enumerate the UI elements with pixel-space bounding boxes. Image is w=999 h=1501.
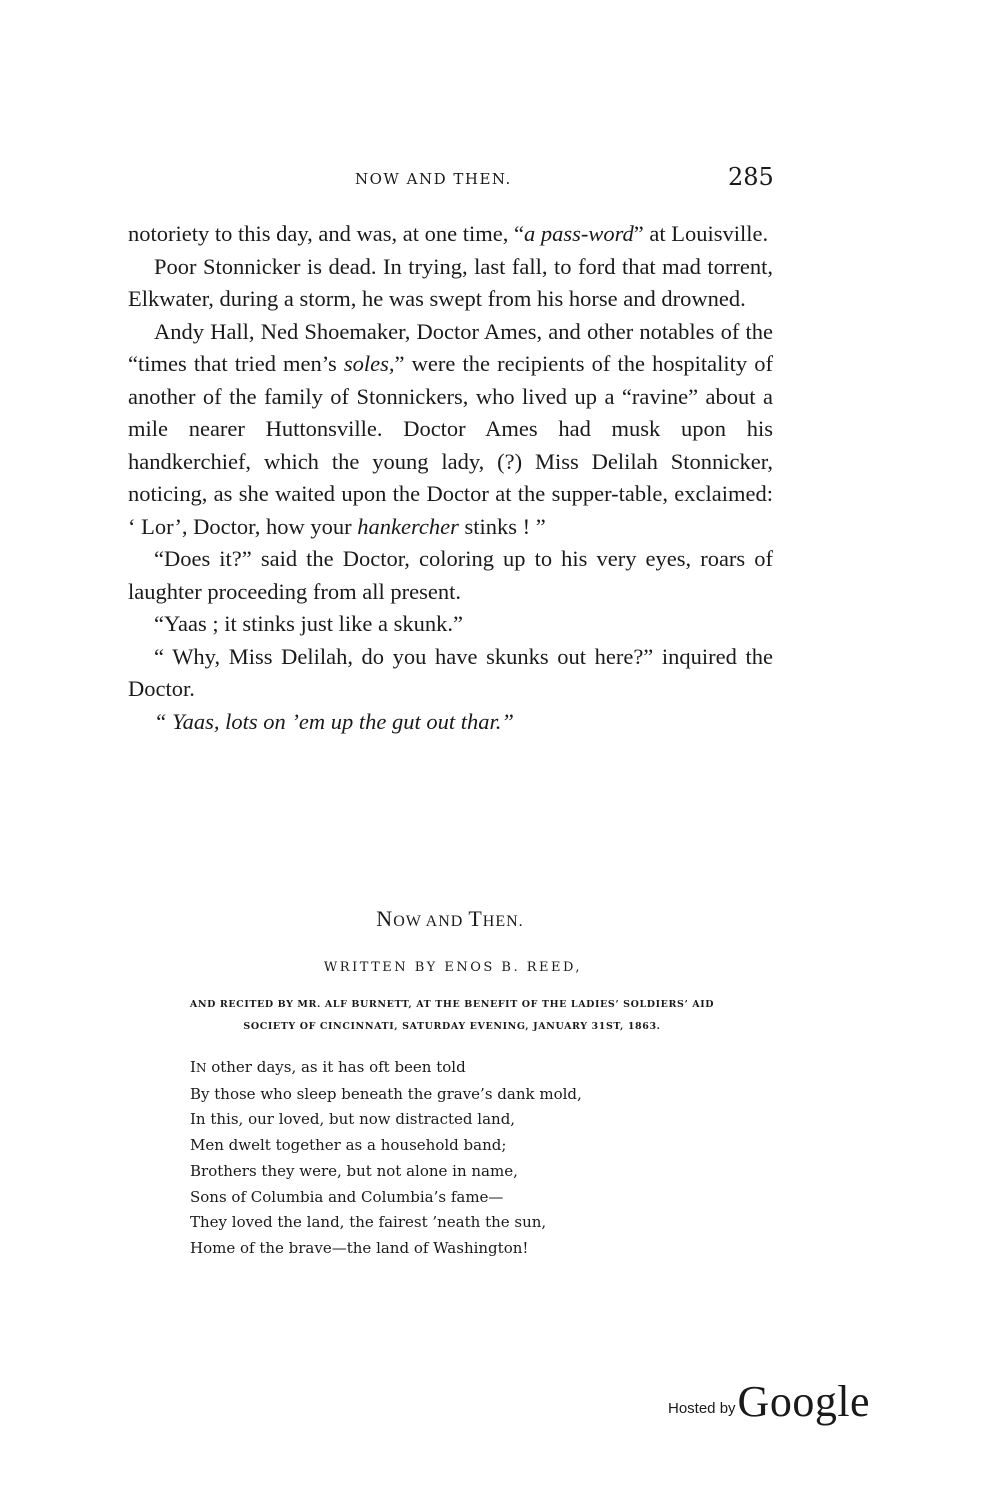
poem-line: Home of the brave—the land of Washington! — [190, 1238, 529, 1257]
paragraph: “Does it?” said the Doctor, coloring up to his very eyes, roars of laughter proceeding from all present. — [128, 546, 773, 604]
paragraph-text: notoriety to this day, and was, at one time, “ — [128, 221, 524, 246]
paragraph-text: Andy Hall, Ned Shoemaker, Doctor Ames, and other notables of the “times that tried men’s — [128, 318, 773, 376]
paragraph-text: ” were the recipients of the hospitality of another of the family of Stonnickers, who lived up a “ravine” about a mile nearer Huttonsville. Doctor Ames had musk upon his handkerchief, which the young lady, (?) Miss Delilah Stonnicker, noticing, as she waited upon the Doctor at the supper-table, exclaimed: ‘ Lor’, Doctor, how your — [128, 351, 773, 539]
poem-line — [190, 1055, 582, 1082]
poem-smallcaps: N — [195, 1061, 207, 1075]
paragraph — [128, 316, 773, 544]
poem-line: Men dwelt together as a household band; — [190, 1136, 507, 1155]
italic-text: soles, — [343, 351, 395, 376]
page-number: 285 — [728, 163, 774, 191]
google-logo: Google — [737, 1377, 871, 1426]
prose-body — [128, 218, 773, 738]
recital-line: SOCIETY OF CINCINNATI, SATURDAY EVENING, JANUARY 31ST, 1863. — [243, 1021, 661, 1032]
paragraph: “ Why, Miss Delilah, do you have skunks out here?” inquired the Doctor. — [128, 643, 773, 701]
title-initial: T — [468, 906, 483, 931]
poem-line-text: other days, as it has oft been told — [206, 1058, 466, 1076]
paragraph-text: ” at Louisville. — [633, 221, 769, 246]
poem-line: In this, our loved, but now distracted land, — [190, 1110, 516, 1129]
running-title: NOW AND THEN. — [355, 170, 512, 188]
poem-body — [190, 1055, 582, 1262]
title-smallcaps: AND — [425, 913, 469, 930]
hosted-by-google-watermark — [668, 1376, 870, 1427]
poem-title — [0, 906, 900, 932]
recital-line: AND RECITED BY MR. ALF BURNETT, AT THE BENEFIT OF THE LADIES’ SOLDIERS’ AID — [189, 999, 715, 1010]
paragraph: “ Yaas, lots on ’em up the gut out thar.” — [154, 708, 514, 734]
poem-line: They loved the land, the fairest ’neath the sun, — [190, 1213, 547, 1232]
paragraph-text: stinks ! ” — [458, 513, 546, 539]
hosted-by-label: Hosted by — [668, 1400, 736, 1417]
paragraph: “Yaas ; it stinks just like a skunk.” — [154, 611, 463, 636]
recital-note — [128, 994, 776, 1038]
poem-line: By those who sleep beneath the grave’s dank mold, — [190, 1084, 582, 1103]
title-smallcaps: OW — [393, 913, 426, 930]
italic-text: hankercher — [357, 513, 459, 539]
title-smallcaps: HEN. — [482, 913, 524, 930]
poem-byline: WRITTEN BY ENOS B. REED, — [323, 960, 583, 975]
paragraph: Poor Stonnicker is dead. In trying, last fall, to ford that mad torrent, Elkwater, during a storm, he was swept from his horse and drowned. — [128, 253, 773, 311]
italic-text: a pass-word — [523, 221, 634, 246]
poem-initial: I — [190, 1058, 196, 1076]
poem-line: Sons of Columbia and Columbia’s fame— — [190, 1187, 504, 1206]
paragraph — [128, 218, 773, 251]
poem-line: Brothers they were, but not alone in name, — [190, 1161, 518, 1180]
title-initial: N — [376, 906, 394, 931]
